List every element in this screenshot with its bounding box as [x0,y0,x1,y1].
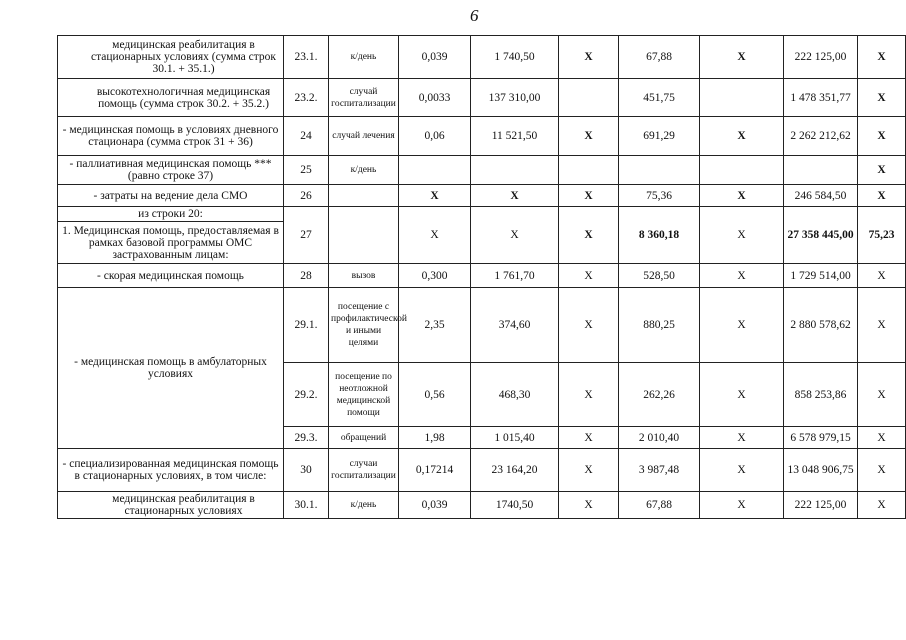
row-cost: 137 310,00 [471,79,559,117]
row-line: 30.1. [284,492,329,519]
row-col9: 75,23 [858,207,906,264]
row-col7: X [700,288,784,363]
row-line: 27 [284,207,329,264]
row-line: 24 [284,117,329,156]
row-col6: 262,26 [619,363,700,427]
row-col9: X [858,185,906,207]
row-cost: X [471,185,559,207]
row-name: - скорая медицинская помощь [58,264,284,288]
row-col8: 1 729 514,00 [784,264,858,288]
row-col7 [700,156,784,185]
row-col9: X [858,117,906,156]
row-col6: 880,25 [619,288,700,363]
row-col5: X [559,117,619,156]
row-cost: X [471,207,559,264]
row-unit: посещение с профилактической и иными целями [329,288,399,363]
row-unit: обращений [329,427,399,449]
row-col5: X [559,288,619,363]
table-row [58,288,906,363]
allocation-table [57,35,906,519]
row-norm: 0,17214 [399,449,471,492]
row-col6: 3 987,48 [619,449,700,492]
row-line: 28 [284,264,329,288]
row-col9: X [858,264,906,288]
row-line: 23.2. [284,79,329,117]
row-col6: 67,88 [619,36,700,79]
row-norm: 0,039 [399,492,471,519]
row-col6: 75,36 [619,185,700,207]
row-col6: 691,29 [619,117,700,156]
table-row [58,264,906,288]
row-norm: 0,56 [399,363,471,427]
row-line: 25 [284,156,329,185]
table-row [58,36,906,79]
row-cost: 1740,50 [471,492,559,519]
row-col7: X [700,207,784,264]
row-col5: X [559,492,619,519]
row-name: - паллиативная медицинская помощь *** (равно строке 37) [58,156,284,185]
row-line: 30 [284,449,329,492]
row-col7: X [700,427,784,449]
row-col9: X [858,427,906,449]
row-norm: 2,35 [399,288,471,363]
table-row [58,207,906,222]
row-name: - специализированная медицинская помощь в стационарных условиях, в том числе: [58,449,284,492]
row-col8: 1 478 351,77 [784,79,858,117]
row-cost: 1 740,50 [471,36,559,79]
table-row [58,156,906,185]
row-line: 29.3. [284,427,329,449]
row-col9: X [858,288,906,363]
table-row [58,117,906,156]
row-col8: 246 584,50 [784,185,858,207]
row-col8: 6 578 979,15 [784,427,858,449]
row-col5: X [559,427,619,449]
row-col8: 222 125,00 [784,36,858,79]
row-line: 29.2. [284,363,329,427]
row-col6: 2 010,40 [619,427,700,449]
table-row [58,449,906,492]
row-col8: 27 358 445,00 [784,207,858,264]
row-col7: X [700,363,784,427]
row-cost: 1 015,40 [471,427,559,449]
row-unit: случай лечения [329,117,399,156]
row-col7: X [700,449,784,492]
row-col6: 451,75 [619,79,700,117]
row-col9: X [858,156,906,185]
row-col8: 13 048 906,75 [784,449,858,492]
row-name: высокотехнологичная медицинская помощь (сумма строк 30.2. + 35.2.) [58,79,284,117]
row-col5 [559,156,619,185]
row-line: 29.1. [284,288,329,363]
row-norm: X [399,185,471,207]
row-unit: вызов [329,264,399,288]
table-row [58,185,906,207]
row-col8 [784,156,858,185]
row-col8: 2 262 212,62 [784,117,858,156]
row-col6 [619,156,700,185]
row-cost: 23 164,20 [471,449,559,492]
row-col5: X [559,449,619,492]
row-unit: к/день [329,36,399,79]
row-col7: X [700,117,784,156]
row-name: 1. Медицинская помощь, предоставляемая в рамках базовой программы ОМС застрахованным лицам: [58,222,284,264]
row-norm: 0,06 [399,117,471,156]
row-cost: 468,30 [471,363,559,427]
row-cost: 1 761,70 [471,264,559,288]
row-unit: к/день [329,492,399,519]
row-cost: 374,60 [471,288,559,363]
row-norm: 1,98 [399,427,471,449]
row-col7 [700,79,784,117]
row-col5: X [559,185,619,207]
row-col9: X [858,36,906,79]
row-col5 [559,79,619,117]
row-col7: X [700,36,784,79]
row-unit: случай госпитализации [329,79,399,117]
row-col6: 528,50 [619,264,700,288]
row-col7: X [700,264,784,288]
row-col8: 2 880 578,62 [784,288,858,363]
row-col5: X [559,363,619,427]
row-name: медицинская реабилитация в стационарных условиях [58,492,284,519]
row-line: 26 [284,185,329,207]
row-col8: 858 253,86 [784,363,858,427]
row-name-prefix: из строки 20: [58,207,284,222]
row-name: - затраты на ведение дела СМО [58,185,284,207]
row-col9: X [858,363,906,427]
row-name: - медицинская помощь в амбулаторных условиях [58,288,284,449]
row-norm [399,156,471,185]
row-norm: 0,300 [399,264,471,288]
row-col8: 222 125,00 [784,492,858,519]
row-col6: 8 360,18 [619,207,700,264]
row-name: - медицинская помощь в условиях дневного стационара (сумма строк 31 + 36) [58,117,284,156]
row-col5: X [559,207,619,264]
row-col9: X [858,79,906,117]
row-cost [471,156,559,185]
row-norm: 0,0033 [399,79,471,117]
row-unit: к/день [329,156,399,185]
row-col5: X [559,36,619,79]
row-col6: 67,88 [619,492,700,519]
row-unit [329,185,399,207]
row-col9: X [858,492,906,519]
table-row [58,79,906,117]
row-col9: X [858,449,906,492]
row-line: 23.1. [284,36,329,79]
row-unit [329,207,399,264]
row-unit: посещение по неотложной медицинской помощи [329,363,399,427]
page-number: 6 [470,6,479,25]
row-unit: случаи госпитализации [329,449,399,492]
table-row [58,492,906,519]
row-name: медицинская реабилитация в стационарных условиях (сумма строк 30.1. + 35.1.) [58,36,284,79]
row-col7: X [700,492,784,519]
row-col5: X [559,264,619,288]
row-norm: X [399,207,471,264]
row-cost: 11 521,50 [471,117,559,156]
row-norm: 0,039 [399,36,471,79]
row-col7: X [700,185,784,207]
